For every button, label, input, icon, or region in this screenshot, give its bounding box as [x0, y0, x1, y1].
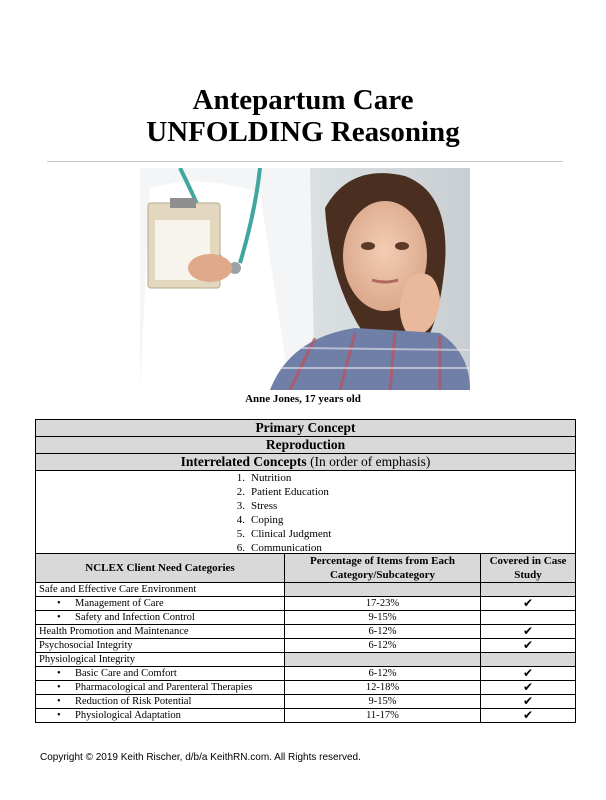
nclex-covered-cell — [481, 583, 576, 597]
bullet-icon: • — [57, 696, 61, 707]
nclex-category-label: Psychosocial Integrity — [39, 640, 133, 651]
nclex-category-label: Basic Care and Comfort — [75, 668, 177, 679]
nclex-category-label: Health Promotion and Maintenance — [39, 626, 189, 637]
photo-caption: Anne Jones, 17 years old — [245, 393, 361, 405]
nclex-percentage-cell — [285, 583, 481, 597]
checkmark-icon: ✔ — [481, 667, 576, 681]
concept-text: Coping — [251, 514, 284, 526]
nclex-category-label: Reduction of Risk Potential — [75, 696, 192, 707]
bullet-icon: • — [57, 682, 61, 693]
nclex-row — [36, 709, 576, 723]
primary-concept-heading: Primary Concept — [36, 420, 576, 437]
nclex-header-category: NCLEX Client Need Categories — [36, 554, 285, 583]
nclex-percentage-cell: 12-18% — [285, 681, 481, 695]
nclex-row — [36, 653, 576, 667]
nclex-percentage-cell: 6-12% — [285, 667, 481, 681]
concept-text: Nutrition — [251, 472, 292, 484]
concept-list-item — [222, 527, 331, 541]
nclex-row — [36, 695, 576, 709]
nclex-percentage-cell: 17-23% — [285, 597, 481, 611]
concept-number: 5. — [236, 528, 245, 540]
nclex-category-cell — [36, 681, 285, 695]
nclex-category-label: Pharmacological and Parenteral Therapies — [75, 682, 253, 693]
nclex-category-cell — [36, 597, 285, 611]
concept-number: 3. — [236, 500, 245, 512]
checkmark-icon: ✔ — [481, 639, 576, 653]
concept-list-item — [222, 499, 331, 513]
title-divider — [47, 161, 563, 162]
checkmark-icon: ✔ — [481, 597, 576, 611]
nclex-percentage-cell: 9-15% — [285, 611, 481, 625]
concept-number: 2. — [236, 486, 245, 498]
patient-photo — [140, 168, 470, 390]
nclex-header-covered: Covered in Case Study — [481, 554, 576, 583]
bullet-icon: • — [57, 612, 61, 623]
nclex-percentage-cell: 11-17% — [285, 709, 481, 723]
nclex-covered-cell — [481, 653, 576, 667]
bullet-icon: • — [57, 668, 61, 679]
concept-text: Communication — [251, 542, 322, 554]
page-title-line-2: UNFOLDING Reasoning — [146, 116, 460, 148]
nclex-covered-cell — [481, 611, 576, 625]
nclex-percentage-cell: 9-15% — [285, 695, 481, 709]
nclex-category-cell — [36, 625, 285, 639]
bullet-icon: • — [57, 598, 61, 609]
concept-text: Patient Education — [251, 486, 329, 498]
nclex-table-body — [36, 583, 576, 723]
primary-concept-value: Reproduction — [36, 437, 576, 454]
concept-number: 1. — [236, 472, 245, 484]
concept-text: Clinical Judgment — [251, 528, 332, 540]
nclex-category-cell — [36, 695, 285, 709]
copyright-notice: Copyright © 2019 Keith Rischer, d/b/a KeithRN.com. All Rights reserved. — [40, 752, 361, 763]
interrelated-concepts-list — [222, 471, 331, 555]
nclex-category-label: Safety and Infection Control — [75, 612, 195, 623]
checkmark-icon: ✔ — [481, 681, 576, 695]
concept-list-item — [222, 471, 331, 485]
nclex-category-label: Physiological Adaptation — [75, 710, 181, 721]
nclex-row — [36, 611, 576, 625]
nclex-category-label: Management of Care — [75, 598, 164, 609]
nclex-row — [36, 639, 576, 653]
interrelated-heading-text: Interrelated Concepts — [180, 454, 307, 469]
nclex-percentage-cell: 6-12% — [285, 625, 481, 639]
nclex-category-label: Physiological Integrity — [39, 654, 135, 665]
nclex-row — [36, 667, 576, 681]
bullet-icon: • — [57, 710, 61, 721]
nclex-row — [36, 583, 576, 597]
nclex-row — [36, 681, 576, 695]
nclex-category-cell — [36, 653, 285, 667]
concept-list-item — [222, 513, 331, 527]
nclex-category-cell — [36, 583, 285, 597]
page-title-line-1: Antepartum Care — [192, 84, 414, 116]
checkmark-icon: ✔ — [481, 625, 576, 639]
nclex-category-cell — [36, 667, 285, 681]
interrelated-concepts-heading — [36, 454, 576, 471]
checkmark-icon: ✔ — [481, 709, 576, 723]
interrelated-note: (In order of emphasis) — [306, 454, 431, 469]
concept-list-item — [222, 485, 331, 499]
nclex-row — [36, 597, 576, 611]
nclex-header-percentage: Percentage of Items from Each Category/Subcategory — [285, 554, 481, 583]
nclex-percentage-cell: 6-12% — [285, 639, 481, 653]
concept-number: 6. — [236, 542, 245, 554]
nclex-category-cell — [36, 611, 285, 625]
nclex-category-cell — [36, 639, 285, 653]
concept-text: Stress — [251, 500, 278, 512]
nclex-row — [36, 625, 576, 639]
concept-number: 4. — [236, 514, 245, 526]
nclex-percentage-cell — [285, 653, 481, 667]
nclex-category-label: Safe and Effective Care Environment — [39, 584, 197, 595]
checkmark-icon: ✔ — [481, 695, 576, 709]
nclex-category-cell — [36, 709, 285, 723]
nclex-table — [35, 553, 576, 723]
